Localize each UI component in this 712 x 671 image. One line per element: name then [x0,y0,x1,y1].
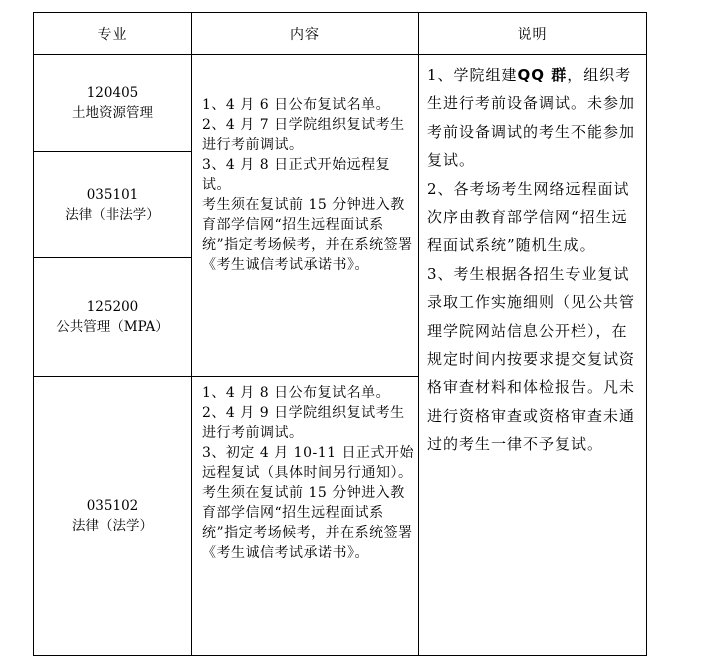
major-code: 125200 [86,299,139,315]
note-item-1-qq: QQ 群 [517,66,568,84]
content-line: 3、初定 4 月 10-11 日正式开始远程复试（具体时间另行通知）。 [202,445,414,481]
table-border-bottom [33,655,647,656]
major-name: 土地资源管理 [72,105,153,121]
header-major-label: 专业 [97,26,128,43]
major-cell [34,152,191,257]
major-code: 120405 [86,85,139,101]
major-cell [34,377,191,655]
note-item-1-prefix: 1、学院组建 [427,66,518,84]
content-line: 2、4 月 9 日学院组织复试考生进行考前调试。 [202,405,405,441]
major-name: 法律（法学） [72,518,153,534]
content-line: 3、4 月 8 日正式开始远程复试。 [202,157,391,193]
major-cell [34,258,191,376]
content-line: 考生须在复试前 15 分钟进入教育部学信网“招生远程面试系统”指定考场候考，并在系统签署《考生诚信考试承诺书》。 [202,197,413,273]
content-line: 1、4 月 6 日公布复试名单。 [202,97,391,113]
content-cell-group2 [192,383,418,653]
header-note [419,13,646,54]
table-border-right [646,12,647,656]
major-name: 法律（非法学） [65,206,160,223]
major-code: 035102 [86,498,139,514]
note-item-3: 3、考生根据各招生专业复试录取工作实施细则（见公共管理学院网站信息公开栏），在规定时间内按要求提交复试资格审查材料和体检报告。凡未进行资格审查或资格审查未通过的考生一律不予复试。 [427,264,636,454]
header-major [34,13,191,54]
content-line: 考生须在复试前 15 分钟进入教育部学信网“招生远程面试系统”指定考场候考，并在系统签署《考生诚信考试承诺书》。 [202,485,413,561]
major-cell [34,55,191,151]
note-item-1 [427,61,640,175]
header-content-label: 内容 [290,26,320,43]
header-content [192,13,418,54]
note-cell [419,61,646,581]
content-cell-group1 [192,95,418,345]
header-note-label: 说明 [517,26,548,43]
content-line: 2、4 月 7 日学院组织复试考生进行考前调试。 [202,117,405,153]
major-name: 公共管理（MPA） [56,319,169,335]
note-item-1-suffix: ，组织考生进行考前设备调试。未参加考前设备调试的考生不能参加复试。 [427,66,636,170]
major-code: 035101 [86,186,139,203]
content-line: 1、4 月 8 日公布复试名单。 [202,385,391,401]
note-item-2: 2、各考场考生网络远程面试次序由教育部学信网“招生远程面试系统”随机生成。 [427,179,630,255]
